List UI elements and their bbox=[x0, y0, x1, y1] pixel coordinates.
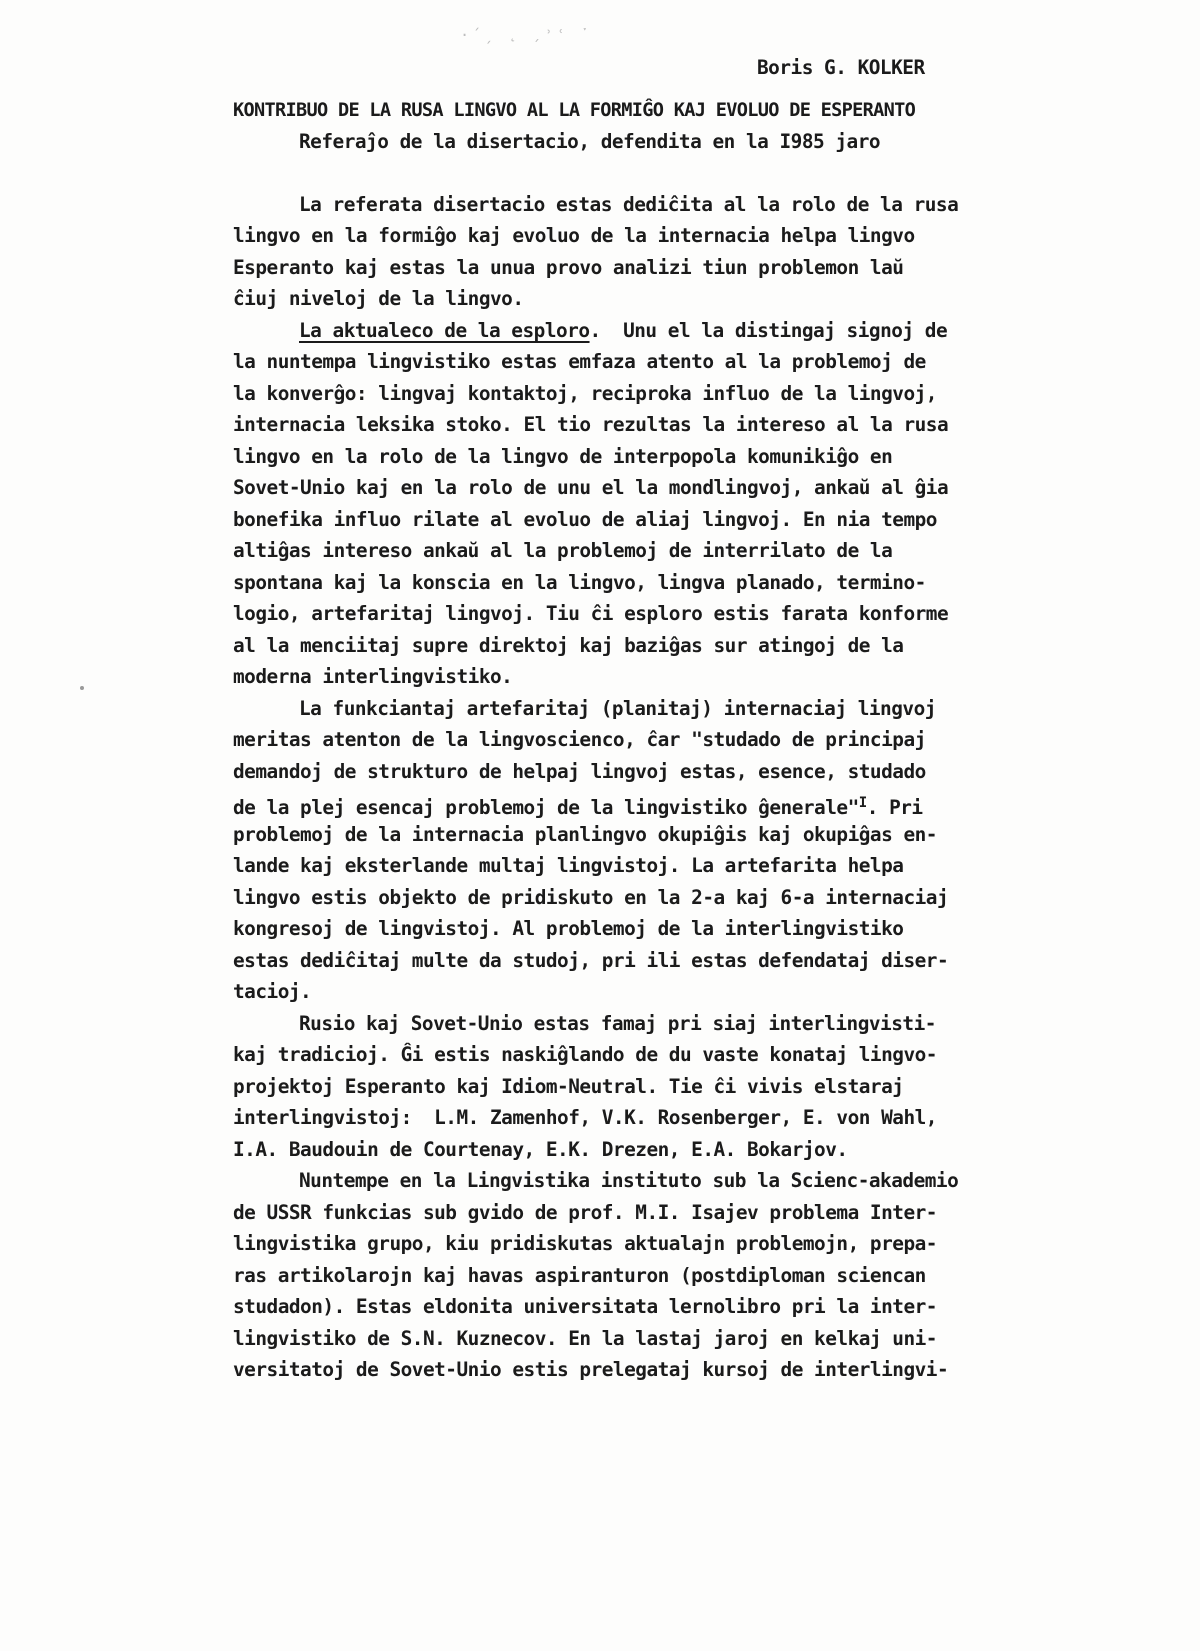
text-line: interlingvistoj: L.M. Zamenhof, V.K. Rosenberger, E. von Wahl, bbox=[233, 1106, 937, 1129]
text-line: Pri bbox=[889, 796, 923, 819]
text-line: Unu el la distingaj signoj de bbox=[623, 319, 948, 342]
author-name: Boris G. KOLKER bbox=[757, 56, 925, 79]
text-line: al la menciitaj supre direktoj kaj baziĝas sur atingoj de la bbox=[233, 634, 904, 657]
text-line: versitatoj de Sovet-Unio estis prelegataj kursoj de interlingvi- bbox=[233, 1358, 949, 1381]
text-line: estas dediĉitaj multe da studoj, pri ili estas defendataj diser- bbox=[233, 949, 949, 972]
text-line: lingvo estis objekto de pridiskuto en la 2-a kaj 6-a internaciaj bbox=[233, 886, 949, 909]
text-line: Rusio kaj Sovet-Unio estas famaj pri siaj interlingvisti- bbox=[299, 1012, 936, 1035]
text-line: la nuntempa lingvistiko estas emfaza atento al la problemoj de bbox=[233, 350, 926, 373]
document-subtitle: Referaĵo de la disertacio, defendita en la I985 jaro bbox=[299, 130, 881, 153]
text-line: lingvo en la formiĝo kaj evoluo de la internacia helpa lingvo bbox=[233, 224, 915, 247]
text-line: lingvistiko de S.N. Kuznecov. En la lastaj jaroj en kelkaj uni- bbox=[233, 1327, 937, 1350]
text-line: meritas atenton de la lingvoscienco, ĉar "studado de principaj bbox=[233, 728, 926, 751]
text-line: kongresoj de lingvistoj. Al problemoj de la interlingvistiko bbox=[233, 917, 904, 940]
text-line: logio, artefaritaj lingvoj. Tiu ĉi esploro estis farata konforme bbox=[233, 602, 949, 625]
text-line: Sovet-Unio kaj en la rolo de unu el la mondlingvoj, ankaŭ al ĝia bbox=[233, 476, 949, 499]
text-line: problemoj de la internacia planlingvo okupiĝis kaj okupiĝas en- bbox=[233, 823, 937, 846]
text-line: demandoj de strukturo de helpaj lingvoj estas, esence, studado bbox=[233, 760, 926, 783]
text-line: spontana kaj la konscia en la lingvo, lingva planado, termino- bbox=[233, 571, 926, 594]
text-line: lingvo en la rolo de la lingvo de interpopola komunikiĝo en bbox=[233, 445, 893, 468]
text-line: la konverĝo: lingvaj kontaktoj, reciproka influo de la lingvoj, bbox=[233, 382, 937, 405]
document-title: KONTRIBUO DE LA RUSA LINGVO AL LA FORMIĜO KAJ EVOLUO DE ESPERANTO bbox=[233, 100, 916, 121]
text-line: I.A. Baudouin de Courtenay, E.K. Drezen, E.A. Bokarjov. bbox=[233, 1138, 848, 1161]
text-line: ras artikolarojn kaj havas aspiranturon (postdiploman sciencan bbox=[233, 1264, 926, 1287]
text-line: de USSR funkcias sub gvido de prof. M.I. Isajev problema Inter- bbox=[233, 1201, 937, 1224]
text-line: lande kaj eksterlande multaj lingvistoj. La artefarita helpa bbox=[233, 854, 904, 877]
text-line: bonefika influo rilate al evoluo de aliaj lingvoj. En nia tempo bbox=[233, 508, 937, 531]
text-line: studadon). Estas eldonita universitata lernolibro pri la inter- bbox=[233, 1295, 937, 1318]
section-heading-line bbox=[299, 316, 947, 346]
text-line: ĉiuj niveloj de la lingvo. bbox=[233, 287, 524, 310]
text-line: lingvistika grupo, kiu pridiskutas aktualajn problemojn, prepa- bbox=[233, 1232, 937, 1255]
text-line: La funkciantaj artefaritaj (planitaj) internaciaj lingvoj bbox=[299, 697, 936, 720]
text-line: kaj tradicioj. Ĝi estis naskiĝlando de du vaste konataj lingvo- bbox=[233, 1043, 937, 1066]
text-line: internacia leksika stoko. El tio rezultas la intereso al la rusa bbox=[233, 413, 949, 436]
text-line: Esperanto kaj estas la unua provo analizi tiun problemon laŭ bbox=[233, 256, 904, 279]
faint-stamp-mark: ·´ˏ ˛ ˏ˒˓ ˑ bbox=[459, 21, 593, 45]
margin-speck bbox=[80, 686, 84, 690]
text-line: La referata disertacio estas dediĉita al la rolo de la rusa bbox=[299, 193, 959, 216]
section-heading: La aktualeco de la esploro bbox=[299, 319, 590, 342]
text-line: moderna interlingvistiko. bbox=[233, 665, 513, 688]
heading-period: . bbox=[589, 319, 601, 342]
text-line: projektoj Esperanto kaj Idiom-Neutral. Tie ĉi vivis elstaraj bbox=[233, 1075, 904, 1098]
text-line: Nuntempe en la Lingvistika instituto sub la Scienc-akademio bbox=[299, 1169, 959, 1192]
footnote-mark: I bbox=[858, 795, 867, 811]
text-line: altiĝas intereso ankaŭ al la problemoj de interrilato de la bbox=[233, 539, 893, 562]
text-line: tacioj. bbox=[233, 980, 312, 1003]
footnoted-line: de la plej esencaj problemoj de la lingvistiko ĝenerale"$^I$. Pri bbox=[233, 795, 923, 819]
text-line: de la plej esencaj problemoj de la lingvistiko ĝenerale" bbox=[233, 796, 859, 819]
